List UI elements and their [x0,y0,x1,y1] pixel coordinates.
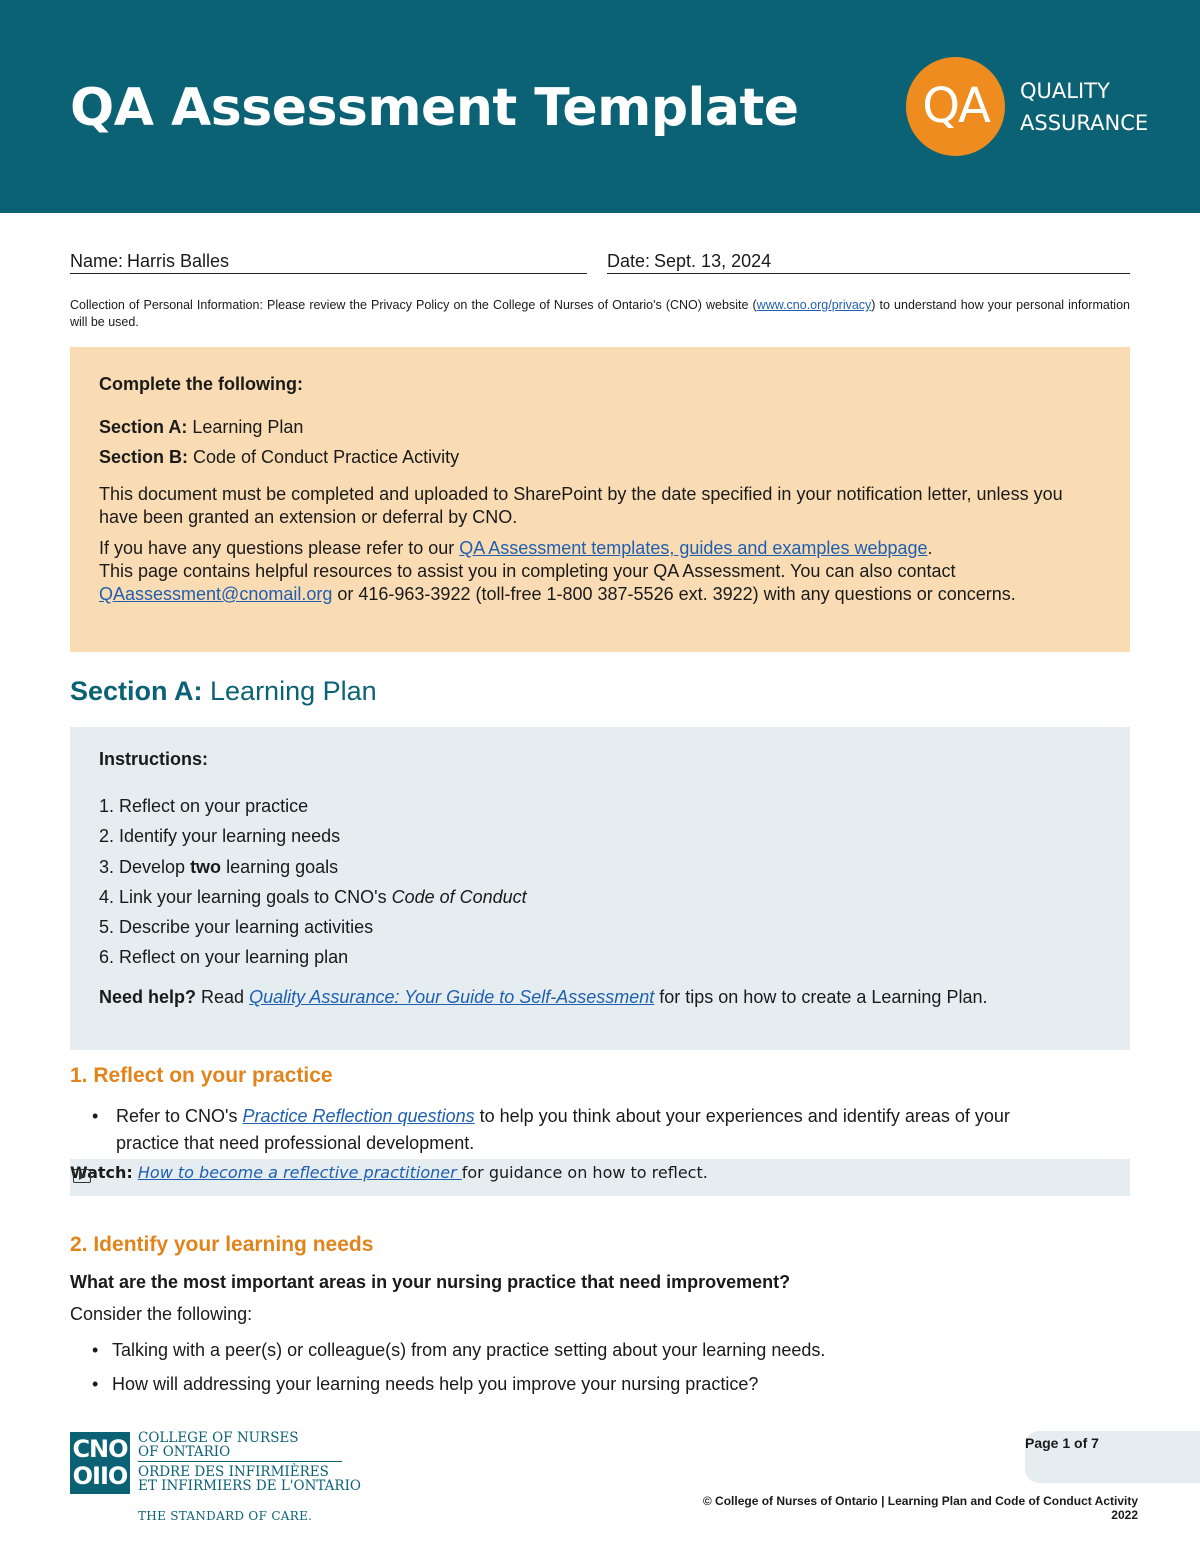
intro-p3-after: or 416-963-3922 (toll-free 1-800 387-5526 ext. 3922) with any questions or concerns. [332,584,1016,604]
step1-bullet-after: to help you think about your experiences and identify areas of your practice that need professional development. [116,1106,1010,1153]
intro-p2-before: If you have any questions please refer to our [99,538,460,558]
cno-name-english [138,1432,342,1462]
step1-heading: 1. Reflect on your practice [70,1064,333,1087]
header-banner [0,0,1200,213]
name-value[interactable]: Harris Balles [127,251,230,271]
intro-section-a-label: Section A: [99,417,188,437]
copyright-notice: © College of Nurses of Ontario | Learning Plan and Code of Conduct Activity 2022 [702,1494,1138,1522]
intro-heading: Complete the following: [99,374,303,394]
instruction-item: 6. Reflect on your learning plan [99,947,349,968]
step2-bullet-text: Talking with a peer(s) or colleague(s) from any practice setting about your learning needs. [112,1340,826,1360]
templates-webpage-link[interactable]: QA Assessment templates, guides and examples webpage [459,538,928,558]
instructions-box [70,727,1130,1050]
intro-p3-before: This page contains helpful resources to assist you in completing your QA Assessment. You can also contact [99,561,956,581]
cno-logo-icon [70,1432,130,1494]
need-help-before: Read [196,987,250,1008]
section-a-heading [70,676,377,707]
step2-bullet [92,1340,825,1361]
instructions-heading: Instructions: [99,749,209,769]
document-title: QA Assessment Template [70,78,799,138]
intro-section-b-text: Code of Conduct Practice Activity [188,447,460,467]
intro-paragraph-3 [99,560,1101,606]
intro-section-b [99,446,1101,469]
need-help-label: Need help? [99,987,197,1008]
bullet-icon: • [92,1106,99,1126]
cno-name [138,1432,438,1493]
intro-paragraph-1: This document must be completed and uploaded to SharePoint by the date specified in your notification letter, unless you have been granted an extension or deferral by CNO. [99,484,1063,527]
need-help-line [99,987,1101,1008]
bullet-icon: • [92,1374,99,1394]
step1-bullet-before: Refer to CNO's [116,1106,243,1126]
practice-reflection-link[interactable]: Practice Reflection questions [242,1106,475,1126]
section-a-title: Learning Plan [202,676,377,706]
instruction-item: 2. Identify your learning needs [99,826,341,847]
instruction-3-bold: two [190,856,222,877]
instruction-item-4 [99,886,1101,909]
qa-logo-text-line2: ASSURANCE [1020,111,1149,135]
name-field[interactable] [70,250,587,274]
instruction-4-before: 4. Link your learning goals to CNO's [99,886,392,907]
privacy-text-after: ) to understand how your personal information will be used. [70,298,1130,329]
qa-logo-icon: QA [906,57,1005,156]
step2-bullet-text: How will addressing your learning needs help you improve your nursing practice? [112,1374,759,1394]
cno-name-line4: ET INFIRMIERS DE L'ONTARIO [138,1477,361,1494]
instructions-list [99,795,1101,969]
step2-consider: Consider the following: [70,1304,253,1324]
cno-name-line1: COLLEGE OF NURSES [138,1430,299,1446]
step1-bullet [92,1103,1052,1157]
watch-label: Watch: [70,1163,133,1182]
cno-name-line3: ORDRE DES INFIRMIÈRES [138,1464,329,1480]
step2-question: What are the most important areas in your nursing practice that need improvement? [70,1272,791,1292]
intro-box [70,347,1130,652]
cno-name-line2: OF ONTARIO [138,1443,231,1460]
date-value[interactable]: Sept. 13, 2024 [654,251,772,271]
reflective-practitioner-link[interactable]: How to become a reflective practitioner [137,1163,462,1182]
instruction-item-3 [99,856,1101,879]
date-field[interactable] [607,250,1130,274]
section-a-label: Section A: [70,676,203,706]
intro-section-a [99,416,1101,439]
step2-bullet [92,1374,758,1395]
intro-section-b-label: Section B: [99,447,189,467]
intro-section-a-text: Learning Plan [187,417,304,437]
qa-logo-text-line1: QUALITY [1020,79,1110,103]
privacy-notice [70,297,1130,331]
cno-mark-line2: OIIO [72,1462,128,1490]
instruction-3-before: 3. Develop [99,856,191,877]
page-number: Page 1 of 7 [1025,1435,1099,1451]
step2-heading: 2. Identify your learning needs [70,1233,374,1256]
instruction-4-italic: Code of Conduct [391,886,527,907]
cno-tagline: THE STANDARD OF CARE. [138,1509,313,1523]
intro-p2-after: . [927,538,933,558]
privacy-link[interactable]: www.cno.org/privacy [756,298,872,312]
privacy-text-before: Collection of Personal Information: Please review the Privacy Policy on the College of Nurses of Ontario's (CNO) website ( [70,298,757,312]
instruction-item: 5. Describe your learning activities [99,917,374,938]
instruction-item: 1. Reflect on your practice [99,796,309,816]
cno-mark-line1: CNO [72,1435,128,1463]
need-help-after: for tips on how to create a Learning Plan. [654,987,988,1008]
self-assessment-guide-link[interactable]: Quality Assurance: Your Guide to Self-Assessment [249,987,655,1008]
date-label: Date: [607,251,651,271]
intro-paragraph-2 [99,537,1101,560]
watch-after: for guidance on how to reflect. [461,1163,708,1182]
step1-bullet-text [116,1103,1052,1157]
video-play-icon [73,1169,91,1183]
instruction-3-after: learning goals [221,856,339,877]
bullet-icon: • [92,1340,99,1360]
watch-box [70,1159,1130,1196]
name-label: Name: [70,251,124,271]
qa-email-link[interactable]: QAassessment@cnomail.org [99,584,333,604]
